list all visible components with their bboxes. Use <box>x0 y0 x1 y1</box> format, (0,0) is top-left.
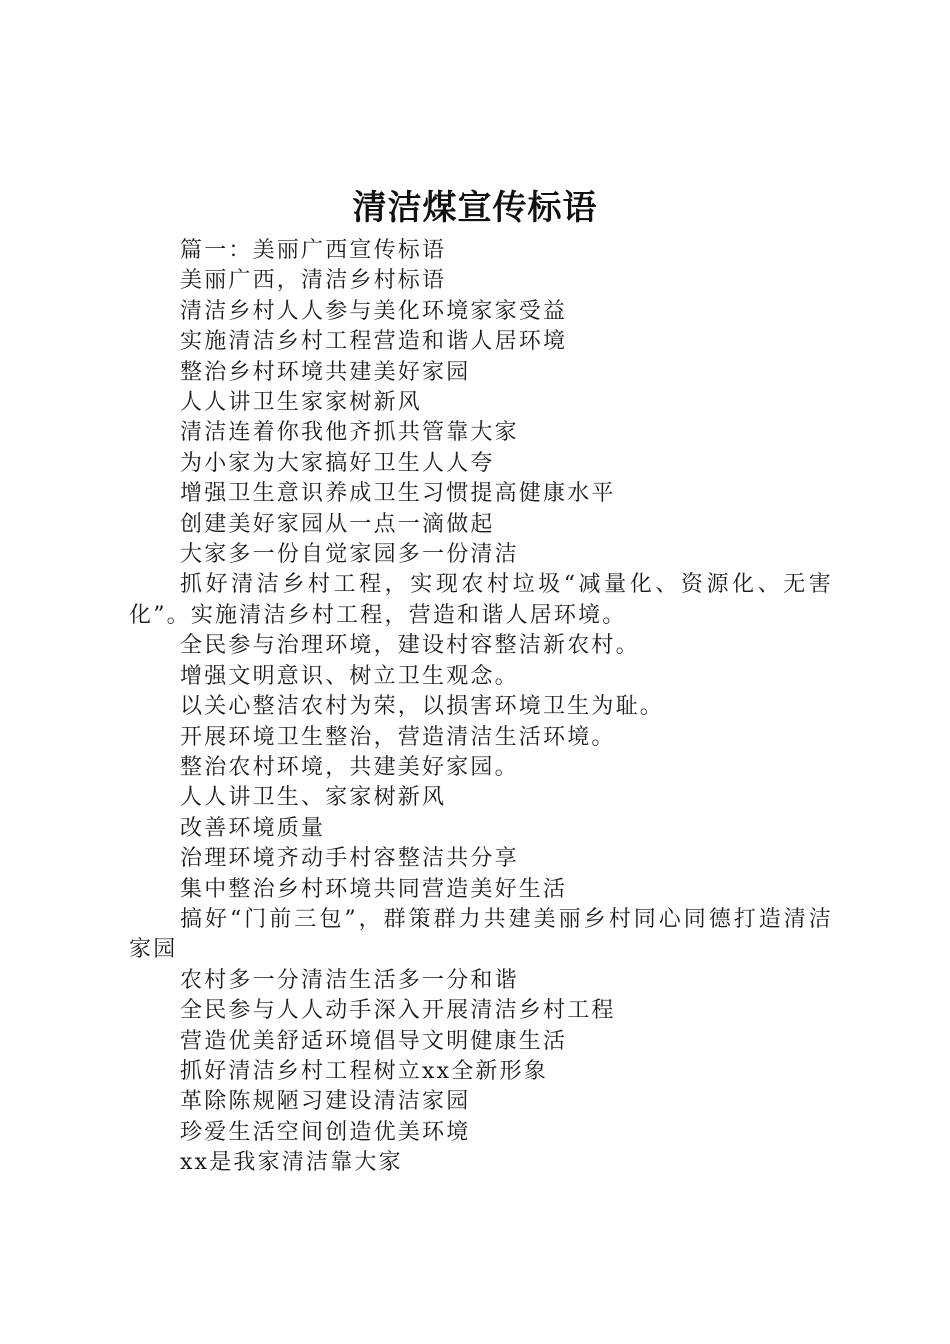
paragraph: 篇一：美丽广西宣传标语 <box>180 238 447 263</box>
document-title: 清洁煤宣传标语 <box>352 188 598 228</box>
paragraph: 人人讲卫生家家树新风 <box>180 390 423 416</box>
paragraph: 整治农村环境，共建美好家园。 <box>180 754 519 780</box>
paragraph: 营造优美舒适环境倡导文明健康生活 <box>180 1028 568 1054</box>
paragraph: 清洁连着你我他齐抓共管靠大家 <box>180 420 519 446</box>
paragraph: 改善环境质量 <box>180 815 326 841</box>
paragraph: 农村多一分清洁生活多一分和谐 <box>180 967 519 993</box>
paragraph: 开展环境卫生整治，营造清洁生活环境。 <box>180 724 616 750</box>
paragraph: 治理环境齐动手村容整洁共分享 <box>180 846 519 872</box>
paragraph: 增强文明意识、树立卫生观念。 <box>180 663 519 689</box>
paragraph: 抓好清洁乡村工程，实现农村垃圾“减量化、资源化、无害化”。实施清洁乡村工程，营造和谐人居环境。 <box>129 572 833 628</box>
paragraph: 整治乡村环境共建美好家园 <box>180 359 471 385</box>
paragraph: 搞好“门前三包”，群策群力共建美丽乡村同心同德打造清洁家园 <box>129 906 833 963</box>
paragraph: 以关心整洁农村为荣，以损害环境卫生为耻。 <box>180 694 665 720</box>
paragraph: 大家多一份自觉家园多一份清洁 <box>180 542 519 568</box>
paragraph: 增强卫生意识养成卫生习惯提高健康水平 <box>180 481 616 507</box>
document-body <box>129 236 833 1179</box>
paragraph: 全民参与人人动手深入开展清洁乡村工程 <box>180 998 616 1024</box>
paragraph: 创建美好家园从一点一滴做起 <box>180 511 495 537</box>
paragraph: 实施清洁乡村工程营造和谐人居环境 <box>180 329 568 355</box>
paragraph: 革除陈规陋习建设清洁家园 <box>180 1089 471 1115</box>
paragraph: 美丽广西，清洁乡村标语 <box>180 268 447 294</box>
paragraph: 清洁乡村人人参与美化环境家家受益 <box>180 298 568 324</box>
paragraph: 为小家为大家搞好卫生人人夸 <box>180 450 495 476</box>
paragraph: 集中整治乡村环境共同营造美好生活 <box>180 876 568 902</box>
paragraph: 珍爱生活空间创造优美环境 <box>180 1119 471 1145</box>
paragraph: 人人讲卫生、家家树新风 <box>180 785 447 811</box>
paragraph: 全民参与治理环境，建设村容整洁新农村。 <box>180 633 640 659</box>
paragraph: xx是我家清洁靠大家 <box>180 1150 403 1176</box>
paragraph: 抓好清洁乡村工程树立xx全新形象 <box>180 1058 549 1084</box>
